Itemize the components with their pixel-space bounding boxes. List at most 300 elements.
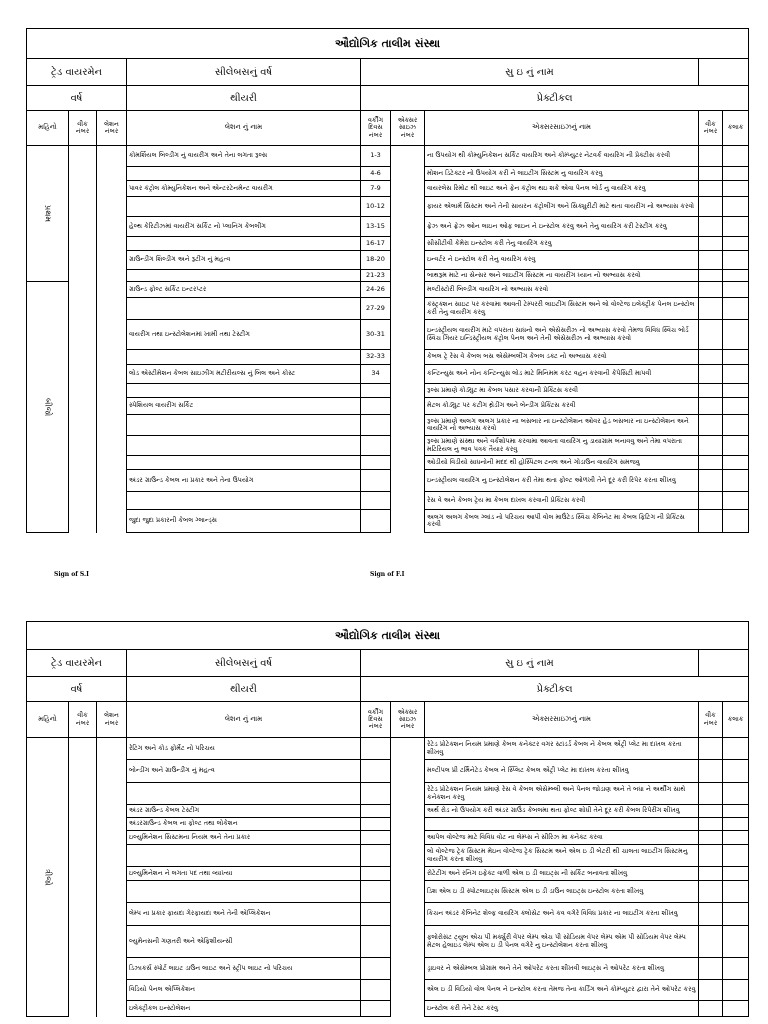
- exercise-no-cell: [391, 738, 425, 760]
- working-days-cell: [361, 980, 391, 1001]
- exercise-name-cell: મોશન ડિટેક્ટર નો ઉપયોગ કરી ને લાઇટીંગ સિસ્ટમ નુ વાયરિંગ કરવુ: [425, 167, 699, 181]
- lesson-no-cell: [97, 167, 127, 181]
- lesson-no-cell: [97, 805, 127, 818]
- exercise-name-cell: ફ્લોરોસંટ ટ્યુબ એચ પી મર્ક્યુરી વેપર લેમ્પ એચ પી સોડિયમ વેપર લેમ્પ એમ પી સોડિયમ વેપર લેમ્પ મેટલ હેલાઇડ લેમ્પ એલ ઇ ડી પેનલ વગેરે નુ ઇન્સ્ટોલેશન કરતા શીખવુ: [425, 926, 699, 958]
- su-name-label: સુ ઇ નું નામ: [361, 59, 699, 86]
- week-cell: [69, 456, 97, 470]
- exercise-name-cell: કેબલ ટ્રે રેસ વે કેબલ બસ એસેમ્બલીંગ કેબલ ડક્ટ નો અભ્યાસ કરવો: [425, 350, 699, 365]
- week2-cell: [699, 845, 723, 867]
- table-row: [27, 350, 749, 365]
- exercise-no-cell: [391, 958, 425, 980]
- exercise-name-cell: રેટેડ પ્રોટેક્શન નિયમ પ્રમાણે કેબલ કનેક્ટર વગર સ્ટાંડર્ડ કેબલ ને કેબલ એંટ્રી પ્લેટ મા દાખલ કરતા શીખવુ: [425, 738, 699, 760]
- lesson-name-cell: અંડરગ્રાઉન્ડ કેબલ ના ફોલ્ટ તથા લોકેશન: [127, 818, 361, 831]
- sign-fi: Sign of F.I: [370, 571, 405, 578]
- table-row: [27, 398, 749, 415]
- week2-cell: [699, 1001, 723, 1017]
- table-row: [27, 436, 749, 456]
- working-days-cell: [361, 415, 391, 436]
- table-row: [27, 167, 749, 181]
- hours-cell: [723, 350, 749, 365]
- exercise-name-cell: રોટેટીંગ અને રનિંગ ઇફેક્ટ વાળી એલ ઇ ડી લાઇટ્સ ની સર્કિટ બનાવતા શીખવુ: [425, 867, 699, 881]
- lesson-no-cell: [97, 818, 127, 831]
- month-cell: ત્રીજો: [27, 738, 69, 1017]
- col-lesson-no: લેશન નંબર: [97, 111, 127, 146]
- working-days-cell: 32-33: [361, 350, 391, 365]
- hours-cell: [723, 456, 749, 470]
- table-row: [27, 237, 749, 251]
- lesson-name-cell: [127, 881, 361, 903]
- lesson-name-cell: [127, 197, 361, 217]
- lesson-no-cell: [97, 867, 127, 881]
- page-1: [26, 28, 748, 533]
- exercise-no-cell: [391, 415, 425, 436]
- lesson-name-cell: ઇલ્યુમિનેશન ને લગતા પદ તથા વ્યાખ્યા: [127, 867, 361, 881]
- lesson-name-cell: ગ્રાઉન્ડીંગ શિલ્ડીંગ અને રૂટીંગ નું મહત્વ: [127, 251, 361, 270]
- week-cell: [69, 492, 97, 510]
- lesson-name-cell: [127, 845, 361, 867]
- working-days-cell: 18-20: [361, 251, 391, 270]
- week-cell: [69, 282, 97, 298]
- table-row: [27, 456, 749, 470]
- week-cell: [69, 926, 97, 958]
- week-cell: [69, 398, 97, 415]
- col-week2: વીક નંબર: [699, 111, 723, 146]
- week-cell: [69, 146, 97, 167]
- hours-cell: [723, 510, 749, 533]
- working-days-cell: [361, 436, 391, 456]
- exercise-no-cell: [391, 298, 425, 320]
- lesson-name-cell: [127, 436, 361, 456]
- week2-cell: [699, 398, 723, 415]
- week-cell: [69, 470, 97, 492]
- working-days-cell: [361, 398, 391, 415]
- working-days-cell: [361, 958, 391, 980]
- week2-cell: [699, 867, 723, 881]
- lesson-no-cell: [97, 958, 127, 980]
- hours-cell: [723, 903, 749, 926]
- week-cell: [69, 831, 97, 845]
- exercise-name-cell: કંસ્ટ્રક્શન સાઇટ પર કરવામા આવતી ટેમ્પરરી લાઇટીંગ સિસ્ટમ અને લો વોલ્ટેજ ઇલેક્ટ્રીક પેનલ ઇન્સ્ટોલ કરી તેનુ વાયરીંગ કરવુ: [425, 298, 699, 320]
- col-week-2: વીક નંબર: [69, 702, 97, 738]
- exercise-no-cell: [391, 398, 425, 415]
- exercise-name-cell: મલ્ટીસ્ટોરી બિલ્ડીંગ વાયરિંગ નો અભ્યાસ કરવો: [425, 282, 699, 298]
- week2-cell: [699, 415, 723, 436]
- lesson-no-cell: [97, 783, 127, 805]
- week-cell: [69, 270, 97, 282]
- lesson-name-cell: અંડર ગ્રાઉન્ડ કેબલ ના પ્રકાર અને તેના ઉપયોગ: [127, 470, 361, 492]
- syllabus-year-label-2: સીલેબસનું વર્ષ: [127, 650, 361, 677]
- exercise-name-cell: ફાયર એલાર્મ સિસ્ટમ અને તેની સાયરન કંટ્રોલીંગ અને સિક્યુરીટી માટે થતા વાયરીંગ નો અભ્યાસ કરવો: [425, 197, 699, 217]
- week2-cell: [699, 270, 723, 282]
- lesson-name-cell: લોડ એસ્ટીમેશન કેબલ સાઇઝીંગ મટીરીયલ્સ નું બિલ અને કોસ્ટ: [127, 365, 361, 384]
- lesson-name-cell: [127, 298, 361, 320]
- working-days-cell: [361, 738, 391, 760]
- table-row: [27, 217, 749, 237]
- trade-label-2: ટ્રેડ વાયરમેન: [27, 650, 127, 677]
- lesson-name-cell: વિડિયો પેનલ એપ્લિકેશન: [127, 980, 361, 1001]
- week2-cell: [699, 760, 723, 783]
- page-2: [26, 621, 748, 1017]
- hours-cell: [723, 237, 749, 251]
- lesson-no-cell: [97, 881, 127, 903]
- week-cell: [69, 237, 97, 251]
- hours-cell: [723, 492, 749, 510]
- week-cell: [69, 1001, 97, 1017]
- week2-cell: [699, 197, 723, 217]
- lesson-no-cell: [97, 251, 127, 270]
- lesson-name-cell: [127, 492, 361, 510]
- lesson-name-cell: લ્યુમેનસની ગણતરી અને એફિશીયન્સી: [127, 926, 361, 958]
- table-row: [27, 181, 749, 197]
- exercise-no-cell: [391, 146, 425, 167]
- working-days-cell: 27-29: [361, 298, 391, 320]
- exercise-no-cell: [391, 181, 425, 197]
- exercise-name-cell: અલગ અલગ કેબલ ગ્લાંડ નો પરિચય આપી વોલ માઉંટેડ સ્વિચ કેબિનેટ મા કેબલ ફિટિંગ ની પ્રેક્ટિસ કરવી: [425, 510, 699, 533]
- week2-cell: [699, 167, 723, 181]
- exercise-name-cell: ડિશ એલ ઇ ડી સ્પોટલાઇટ્સ સિસ્ટમ એલ ઇ ડી ડાઉન લાઇટ્સ ઇન્સ્ટોલ કરતા શીખવુ: [425, 881, 699, 903]
- col-week2-2: વીક નંબર: [699, 702, 723, 738]
- table-row: [27, 298, 749, 320]
- sign-si: Sign of S.I: [54, 571, 89, 578]
- week-cell: [69, 415, 97, 436]
- exercise-no-cell: [391, 320, 425, 350]
- week2-cell: [699, 365, 723, 384]
- hours-cell: [723, 146, 749, 167]
- lesson-name-cell: ઇલ્યુમિનેશન સિસ્ટમના નિયમ અને તેના પ્રકાર: [127, 831, 361, 845]
- week-cell: [69, 436, 97, 456]
- week2-cell: [699, 320, 723, 350]
- col-month: મહિનો: [27, 111, 69, 146]
- table-row: [27, 197, 749, 217]
- exercise-no-cell: [391, 350, 425, 365]
- lesson-name-cell: ડિઝાકર્સ સ્પોર્ટ લાઇટ ડાઉન લાઇટ અને સ્ટ્રીપ લાઇટ નો પરિચય: [127, 958, 361, 980]
- week2-cell: [699, 456, 723, 470]
- week-cell: [69, 181, 97, 197]
- table-row: [27, 270, 749, 282]
- su-name-value: [699, 59, 749, 86]
- table-row: [27, 845, 749, 867]
- hours-cell: [723, 167, 749, 181]
- lesson-name-cell: પાવર કંટ્રોલ કોમ્યુનિકેશન અને એન્ટરટેનમેન્ટ વાયરીંગ: [127, 181, 361, 197]
- table-row: [27, 926, 749, 958]
- lesson-no-cell: [97, 270, 127, 282]
- working-days-cell: 30-31: [361, 320, 391, 350]
- working-days-cell: [361, 845, 391, 867]
- exercise-name-cell: મેટલ કોડ્યુટ પર કટીંગ થ્રેડીંગ અને બેન્ડીંગ પ્રેક્ટિસ કરવી: [425, 398, 699, 415]
- lesson-no-cell: [97, 415, 127, 436]
- week2-cell: [699, 881, 723, 903]
- exercise-name-cell: રૂલ્સ પ્રમાણે સંસ્થા અને વર્કશોપમા કરવામા આવતા વાયરિંગ નુ ડાયાગ્રામ બનાવવુ અને તેમા વપરાતા મટિરિયલ નુ ભાવ પત્રક તૈયાર કરવુ: [425, 436, 699, 456]
- week2-cell: [699, 436, 723, 456]
- exercise-no-cell: [391, 903, 425, 926]
- working-days-cell: 21-23: [361, 270, 391, 282]
- lesson-name-cell: વાયરીંગ તથા ઇન્સ્ટોલેશનમાં ખામી તથા ટેસ્ટીંગ: [127, 320, 361, 350]
- exercise-name-cell: રૂલ્સ પ્રમાણે કોડ્યુટ મા કેબલ પસાર કરવાની પ્રેક્ટિસ કરવી: [425, 384, 699, 398]
- lesson-no-cell: [97, 298, 127, 320]
- week2-cell: [699, 298, 723, 320]
- exercise-name-cell: રેટેડ પ્રોટેક્શન નિયમ પ્રમાણે રેસ વે કેબલ એસેમ્બ્લી અને પેનલ જોડાણ અને તે બધા ને અર્થીંગ સાથે કનેક્શન કરવુ: [425, 783, 699, 805]
- exercise-name-cell: કિચન અંડર કેબિનેટ શેલ્ફ વાયરિંગ ક્લોસેટ અને કવ વગેરે વિવિધ પ્રકાર ના લાઇટીંગ કરતા શીખવુ: [425, 903, 699, 926]
- su-name-label-2: સુ ઇ નું નામ: [361, 650, 699, 677]
- week2-cell: [699, 958, 723, 980]
- working-days-cell: [361, 818, 391, 831]
- lesson-no-cell: [97, 980, 127, 1001]
- exercise-name-cell: ઇન્વર્ટર ને ઇન્સ્ટોલ કરી તેનુ વાયરિંગ કરવુ: [425, 251, 699, 270]
- hours-cell: [723, 738, 749, 760]
- working-days-cell: [361, 1001, 391, 1017]
- exercise-name-cell: રેસ વે અને કેબલ ટ્રેય મા કેબલ દાખલ કરવાની પ્રેક્ટિસ કરવી: [425, 492, 699, 510]
- exercise-name-cell: ના ઉપયોગ થી કોમ્યુનિકેશન સર્કિટ વાયરિંગ અને કોમ્પ્યુટર નેટવર્ક વાયરિંગ ની પ્રેક્ટીસ કરવી: [425, 146, 699, 167]
- lesson-no-cell: [97, 903, 127, 926]
- hours-cell: [723, 298, 749, 320]
- exercise-no-cell: [391, 436, 425, 456]
- week-cell: [69, 298, 97, 320]
- table-row: [27, 470, 749, 492]
- hours-cell: [723, 415, 749, 436]
- week2-cell: [699, 492, 723, 510]
- working-days-cell: [361, 831, 391, 845]
- lesson-no-cell: [97, 470, 127, 492]
- week2-cell: [699, 146, 723, 167]
- week-cell: [69, 867, 97, 881]
- week-cell: [69, 903, 97, 926]
- week-cell: [69, 510, 97, 533]
- exercise-no-cell: [391, 197, 425, 217]
- lesson-no-cell: [97, 760, 127, 783]
- working-days-cell: 10-12: [361, 197, 391, 217]
- week2-cell: [699, 282, 723, 298]
- table-row: [27, 320, 749, 350]
- week2-cell: [699, 251, 723, 270]
- week-cell: [69, 384, 97, 398]
- col-hours-2: કલાક: [723, 702, 749, 738]
- working-days-cell: [361, 510, 391, 533]
- exercise-name-cell: લો વોલ્ટેજ ટ્રેક સિસ્ટમ મેઇન વોલ્ટેજ ટ્રેક સિસ્ટમ અને એલ ઇ ડી બેટરી થી ચાલતા લાઇટીંગ સિસ્ટમનુ વાયરીંગ કરતા શીખવુ: [425, 845, 699, 867]
- theory-label: થીયરી: [127, 86, 361, 111]
- col-exercise-name-2: એક્સરસાઇઝનું નામ: [425, 702, 699, 738]
- week-cell: [69, 251, 97, 270]
- trade-label: ટ્રેડ વાયરમેન: [27, 59, 127, 86]
- table-body-2: [27, 738, 749, 1017]
- hours-cell: [723, 384, 749, 398]
- week-cell: [69, 738, 97, 760]
- week-cell: [69, 881, 97, 903]
- lesson-name-cell: જુદા જુદા પ્રકારની કેબલ ગ્લાન્ડ્સ: [127, 510, 361, 533]
- week-cell: [69, 350, 97, 365]
- lesson-no-cell: [97, 436, 127, 456]
- lesson-name-cell: રેટિંગ અને કોડ ફોર્મેટ નો પરિચય: [127, 738, 361, 760]
- week-cell: [69, 197, 97, 217]
- hours-cell: [723, 197, 749, 217]
- table-row: [27, 867, 749, 881]
- col-working-days: વર્કીંગ દિવસ નંબર: [361, 111, 391, 146]
- exercise-no-cell: [391, 1001, 425, 1017]
- table-row: [27, 831, 749, 845]
- week-cell: [69, 365, 97, 384]
- lesson-no-cell: [97, 1001, 127, 1017]
- exercise-name-cell: ફ્રેઝ અને ફ્રેઝ ઓન લાઇન ઓફ લાઇન ને ઇન્સ્ટોલ કરવુ અને તેનુ વાયરિંગ કરી ટેસ્ટીંગ કરવુ: [425, 217, 699, 237]
- hours-cell: [723, 436, 749, 456]
- week2-cell: [699, 926, 723, 958]
- exercise-no-cell: [391, 217, 425, 237]
- lesson-no-cell: [97, 845, 127, 867]
- hours-cell: [723, 270, 749, 282]
- hours-cell: [723, 217, 749, 237]
- lesson-no-cell: [97, 384, 127, 398]
- hours-cell: [723, 926, 749, 958]
- working-days-cell: [361, 903, 391, 926]
- lesson-name-cell: અંડર ગ્રાઉન્ડ કેબલ ટેસ્ટીંગ: [127, 805, 361, 818]
- hours-cell: [723, 818, 749, 831]
- week2-cell: [699, 181, 723, 197]
- hours-cell: [723, 398, 749, 415]
- exercise-no-cell: [391, 980, 425, 1001]
- hours-cell: [723, 867, 749, 881]
- hours-cell: [723, 783, 749, 805]
- lesson-name-cell: [127, 270, 361, 282]
- lesson-name-cell: [127, 783, 361, 805]
- lesson-no-cell: [97, 282, 127, 298]
- exercise-no-cell: [391, 881, 425, 903]
- hours-cell: [723, 320, 749, 350]
- lesson-name-cell: [127, 237, 361, 251]
- working-days-cell: 24-26: [361, 282, 391, 298]
- working-days-cell: [361, 783, 391, 805]
- week2-cell: [699, 980, 723, 1001]
- week2-cell: [699, 903, 723, 926]
- col-exercise-name: એક્સરસાઇઝનું નામ: [425, 111, 699, 146]
- week-cell: [69, 320, 97, 350]
- lesson-name-cell: સ્પેશિયલ વાયરીંગ સર્કિટ: [127, 398, 361, 415]
- week2-cell: [699, 237, 723, 251]
- lesson-no-cell: [97, 197, 127, 217]
- table-row: [27, 282, 749, 298]
- hours-cell: [723, 881, 749, 903]
- table-row: [27, 251, 749, 270]
- week2-cell: [699, 217, 723, 237]
- institute-title: ઔદ્યોગિક તાલીમ સંસ્થા: [27, 29, 749, 59]
- exercise-no-cell: [391, 510, 425, 533]
- table-row: [27, 903, 749, 926]
- table-row: [27, 384, 749, 398]
- exercise-name-cell: આપેલ વોલ્ટેજ માટે વિવિધ વોટ ના લેમ્પ્સ ને સીરિઝ મા કનેક્ટ કરવા: [425, 831, 699, 845]
- exercise-no-cell: [391, 783, 425, 805]
- working-days-cell: 4-6: [361, 167, 391, 181]
- exercise-name-cell: બાથરૂમ માટે ના સેન્સર અને લાઇટીંગ સિસ્ટમ ના વાયરીંગ ધ્યાન નો અભ્યાસ કરવો: [425, 270, 699, 282]
- exercise-no-cell: [391, 270, 425, 282]
- week-cell: [69, 805, 97, 818]
- exercise-no-cell: [391, 251, 425, 270]
- lesson-no-cell: [97, 365, 127, 384]
- syllabus-table-1: [26, 28, 749, 533]
- hours-cell: [723, 1001, 749, 1017]
- practical-label-2: પ્રેક્ટીકલ: [361, 677, 749, 702]
- working-days-cell: 7-9: [361, 181, 391, 197]
- col-exercise-no-2: એક્સર સાઇઝ નંબર: [391, 702, 425, 738]
- syllabus-table-2: [26, 621, 749, 1017]
- exercise-no-cell: [391, 818, 425, 831]
- exercise-name-cell: ઇન્ડસ્ટ્રીયલ વાયરીંગ માટે વપરાતા સાધનો અને એસેસરીઝ નો અભ્યાસ કરવો તેમજ વિવિધ સ્વિચ બોર્ડ સ્વિચ ગિયર ઇન્ડિસ્ટ્રીયલ કંટ્રોલ પેનલ અને તેની એસેસરીઝ નો અભ્યાસ કરવો: [425, 320, 699, 350]
- working-days-cell: [361, 926, 391, 958]
- table-row: [27, 510, 749, 533]
- week-cell: [69, 217, 97, 237]
- exercise-no-cell: [391, 926, 425, 958]
- lesson-no-cell: [97, 237, 127, 251]
- lesson-no-cell: [97, 217, 127, 237]
- exercise-name-cell: મલ્ટીપલ પ્રી ટર્મિનેટેડ કેબલ ને સ્પ્લિટ કેબલ એંટ્રી પ્લેટ મા દાખલ કરતા શીખવુ: [425, 760, 699, 783]
- lesson-no-cell: [97, 926, 127, 958]
- hours-cell: [723, 980, 749, 1001]
- exercise-no-cell: [391, 365, 425, 384]
- exercise-no-cell: [391, 237, 425, 251]
- exercise-no-cell: [391, 805, 425, 818]
- table-row: [27, 492, 749, 510]
- exercise-name-cell: રૂલ્સ પ્રમાણે અલગ અલગ પ્રકાર ના બસબાર ના ઇન્સ્ટોલેશન ઓવર હેડ બસબાર ના ઇન્સ્ટોલેશન અને વાયરિંગ નો અભ્યાસ કરવો: [425, 415, 699, 436]
- week-cell: [69, 818, 97, 831]
- week-cell: [69, 760, 97, 783]
- working-days-cell: [361, 492, 391, 510]
- working-days-cell: 13-15: [361, 217, 391, 237]
- week2-cell: [699, 805, 723, 818]
- lesson-name-cell: લેમ્પ ના પ્રકાર ફાયદા ગેરફાયદા અને તેની એપ્લિકેશન: [127, 903, 361, 926]
- exercise-no-cell: [391, 492, 425, 510]
- week2-cell: [699, 738, 723, 760]
- col-week: વીક નંબર: [69, 111, 97, 146]
- lesson-no-cell: [97, 831, 127, 845]
- exercise-no-cell: [391, 384, 425, 398]
- table-row: [27, 760, 749, 783]
- lesson-no-cell: [97, 320, 127, 350]
- col-lesson-name: લેશન નું નામ: [127, 111, 361, 146]
- hours-cell: [723, 831, 749, 845]
- lesson-no-cell: [97, 350, 127, 365]
- working-days-cell: 1-3: [361, 146, 391, 167]
- col-hours: કલાક: [723, 111, 749, 146]
- lesson-name-cell: [127, 350, 361, 365]
- exercise-no-cell: [391, 456, 425, 470]
- syllabus-year-label: સીલેબસનું વર્ષ: [127, 59, 361, 86]
- lesson-name-cell: બોન્ડીંગ અને ગ્રાઉન્ડીંગ નું મહત્વ: [127, 760, 361, 783]
- working-days-cell: [361, 384, 391, 398]
- hours-cell: [723, 251, 749, 270]
- hours-cell: [723, 805, 749, 818]
- lesson-no-cell: [97, 146, 127, 167]
- working-days-cell: [361, 760, 391, 783]
- exercise-no-cell: [391, 831, 425, 845]
- lesson-name-cell: [127, 167, 361, 181]
- working-days-cell: [361, 456, 391, 470]
- working-days-cell: [361, 881, 391, 903]
- hours-cell: [723, 181, 749, 197]
- col-exercise-no: એક્સર સાઇઝ નંબર: [391, 111, 425, 146]
- table-row: [27, 146, 749, 167]
- week-cell: [69, 845, 97, 867]
- year-label: વર્ષ: [27, 86, 127, 111]
- col-lesson-no-2: લેશન નંબર: [97, 702, 127, 738]
- exercise-name-cell: સીસીટીવી કેમેરા ઇન્સ્ટોલ કરી તેનુ વાયરિંગ કરવુ: [425, 237, 699, 251]
- exercise-name-cell: [425, 818, 699, 831]
- hours-cell: [723, 365, 749, 384]
- exercise-name-cell: વાયરલેસ રિમોટ થી લાઇટ અને ફેન કંટ્રોલ થઇ શકે એવા પેનલ બોર્ડ નુ વાયરિંગ કરવુ: [425, 181, 699, 197]
- exercise-no-cell: [391, 760, 425, 783]
- exercise-no-cell: [391, 845, 425, 867]
- year-label-2: વર્ષ: [27, 677, 127, 702]
- col-lesson-name-2: લેશન નું નામ: [127, 702, 361, 738]
- lesson-no-cell: [97, 492, 127, 510]
- hours-cell: [723, 845, 749, 867]
- col-working-days-2: વર્કીંગ દિવસ નંબર: [361, 702, 391, 738]
- institute-title-2: ઔદ્યોગિક તાલીમ સંસ્થા: [27, 622, 749, 650]
